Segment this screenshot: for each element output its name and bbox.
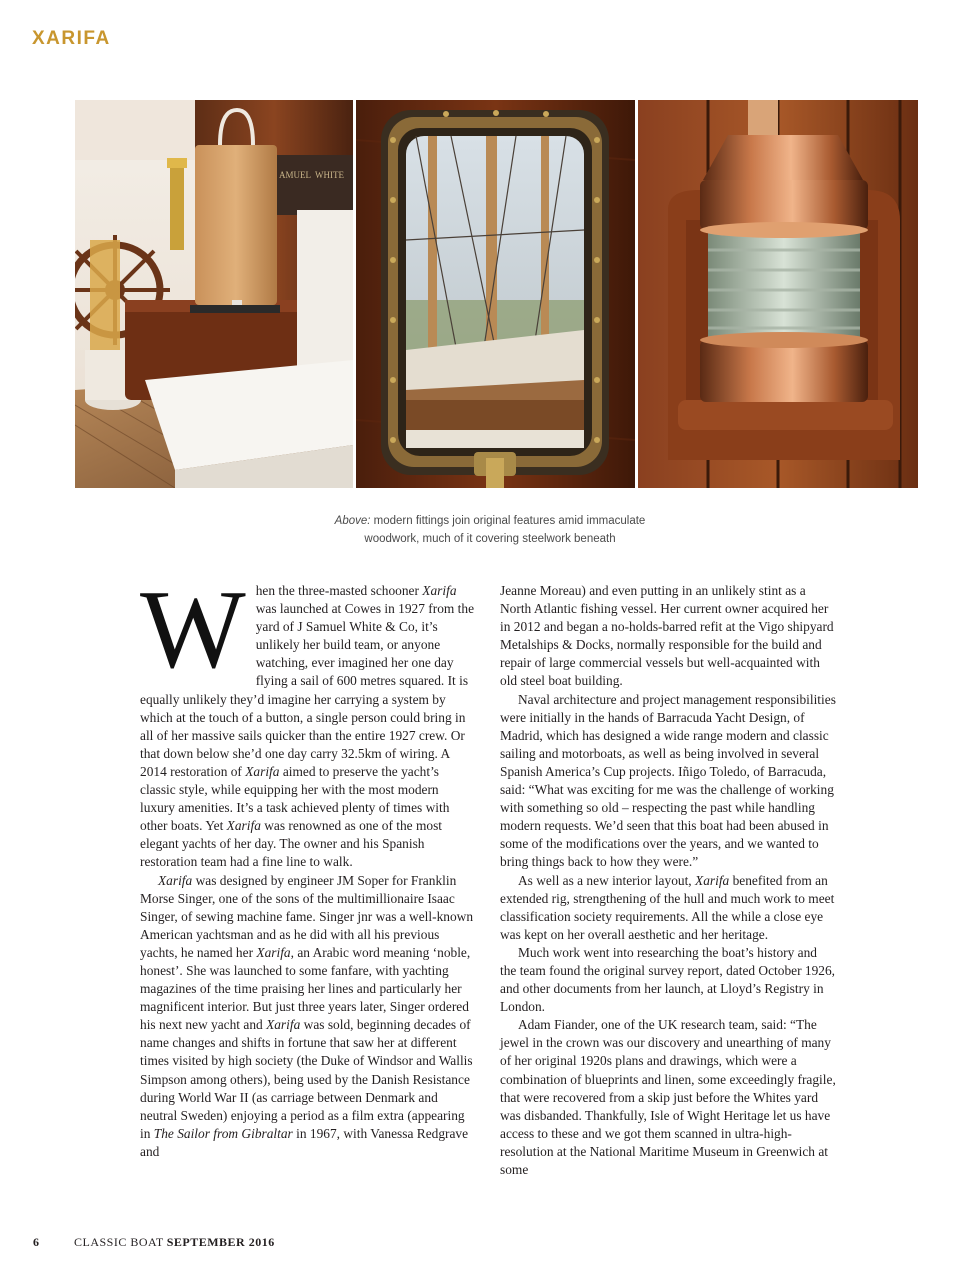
article-paragraph — [140, 872, 476, 1162]
article-paragraph — [500, 582, 836, 691]
text-run: , an Arabic word meaning ‘noble, honest’. She was launched to some fanfare, with yachting magazines of the time praising her lines and particularly her magnificent interior. But just three years later, Singer ordered his next new yacht and — [140, 944, 471, 1033]
article-paragraph — [500, 944, 836, 1016]
italic-text: The Sailor from Gibraltar — [153, 1125, 293, 1141]
plaque-text-1: AMUEL — [279, 170, 311, 180]
text-run: Naval architecture and project management responsibilities were initially in the hands of Barracuda Yacht Design, of Madrid, which has designed a wide range modern and classic sailing and motorboats, as well as being involved in several Spanish America’s Cup projects. Iñigo Toledo, of Barracuda, said: “What was exciting for me was the challenge of working with something so old – respecting the past while handling modern requests. We’d seen that this boat had been abused in some of the modifications over the years, and we wanted to bring things back to how they were.” — [500, 691, 836, 870]
text-run: was designed by engineer JM Soper for Franklin Morse Singer, one of the sons of the multimillionaire Isaac Singer, of sewing machine fame. Singer jnr was a well-known American yachtsman and as he did with all his previous yachts, he named her — [140, 872, 474, 960]
italic-text: Xarifa — [422, 583, 457, 598]
page-number: 6 — [33, 1235, 39, 1249]
plaque-text-2: WHITE — [315, 170, 344, 180]
drop-cap: W — [140, 568, 246, 692]
text-run: Jeanne Moreau) and even putting in an unlikely stint as a North Atlantic fishing vessel. Her current owner acquired her in 2012 and began a no-holds-barred refit at the Vigo shipyard Metalships & Docks, normally responsible for the build and repair of large commercial vessels but well-acquainted with old steel boat building. — [500, 583, 834, 689]
photo-strip — [75, 100, 918, 488]
caption-line-1 — [300, 512, 680, 530]
paragraph-text — [140, 873, 473, 1159]
article-paragraph — [500, 872, 836, 944]
italic-text: Xarifa — [158, 872, 193, 888]
article-paragraph — [500, 1016, 836, 1179]
text-run: Much work went into researching the boat’s history and the team found the original survey report, dated October 1926, and other documents from her launch, at Lloyd’s Registry in London. — [500, 944, 836, 1015]
article-paragraph — [140, 568, 476, 872]
italic-text: Xarifa — [695, 872, 730, 888]
article-column-left — [140, 568, 476, 1161]
text-run: benefited from an extended rig, strengthening of the hull and much work to meet classification society requirements. All the while a close eye was kept on her overall aesthetic and her heritage. — [500, 872, 835, 942]
paragraph-text — [500, 583, 834, 688]
italic-text: Xarifa — [226, 818, 261, 834]
caption-text-1: modern fittings join original features amid immaculate — [370, 515, 646, 527]
text-run: was renowned as one of the most elegant yachts of her day. The owner and his Spanish restoration team had a fine line to walk. — [140, 818, 443, 870]
text-run: was launched at Cowes in 1927 from the yard of J Samuel White & Co, it’s unlikely her build team, or anyone watching, ever imagined her one day flying a sail of 600 metres squared. It is equally unlikely they’d imagine her carrying a system by which at the touch of a button, a single person could bring in all of her massive sails quicker than the entire 1927 crew. Or that down below she’d one day carry 32.5km of wiring. A 2014 restoration of — [140, 601, 475, 779]
photo-caption — [300, 512, 680, 548]
porthole-mirror-photo — [356, 100, 635, 488]
paragraph-text — [500, 1017, 836, 1177]
caption-lead: Above: — [334, 515, 371, 527]
text-run: Adam Fiander, one of the UK research team, said: “The jewel in the crown was our discovery and unearthing of many of her original 1920s plans and drawings, which were a combination of blueprints and linen, some exceedingly fragile, that were recovered from a skip just before the Whites yard was disbanded. Thankfully, Isle of Wight Heritage let us have access to these and we got them scanned in ultra-high-resolution at the National Maritime Museum in Greenwich at some — [500, 1017, 836, 1177]
section-label: XARIFA — [32, 28, 111, 49]
text-run: aimed to preserve the yacht’s classic style, while equipping her with the most modern luxury amenities. It’s a task achieved plenty of times with other boats. Yet — [140, 763, 450, 834]
magazine-name: CLASSIC BOAT — [74, 1235, 164, 1249]
paragraph-text — [500, 692, 836, 870]
issue-date: SEPTEMBER 2016 — [166, 1235, 275, 1249]
article-paragraph — [500, 691, 836, 872]
italic-text: Xarifa — [245, 763, 280, 779]
paragraph-text — [500, 873, 834, 942]
page-footer — [33, 1235, 275, 1250]
article-column-right — [500, 582, 836, 1179]
paragraph-text — [500, 945, 835, 1014]
text-run: was sold, beginning decades of name changes and shifts in fortune that saw her at different times visited by high society (the Duke of Windsor and Wallis Simpson among others), being used by the Danish Resistance during World War II (as carriage between Denmark and neutral Sweden) enjoying a period as a film extra (appearing in — [140, 1017, 473, 1141]
deck-with-wheel-and-lamp-photo — [75, 100, 353, 488]
italic-text: Xarifa — [256, 944, 291, 960]
copper-lantern-photo — [638, 100, 918, 488]
text-run: in 1967, with Vanessa Redgrave and — [140, 1125, 469, 1159]
text-run: hen the three-masted schooner — [255, 583, 423, 598]
italic-text: Xarifa — [266, 1017, 301, 1033]
text-run: As well as a new interior layout, — [518, 872, 696, 888]
caption-line-2: woodwork, much of it covering steelwork beneath — [364, 533, 616, 545]
